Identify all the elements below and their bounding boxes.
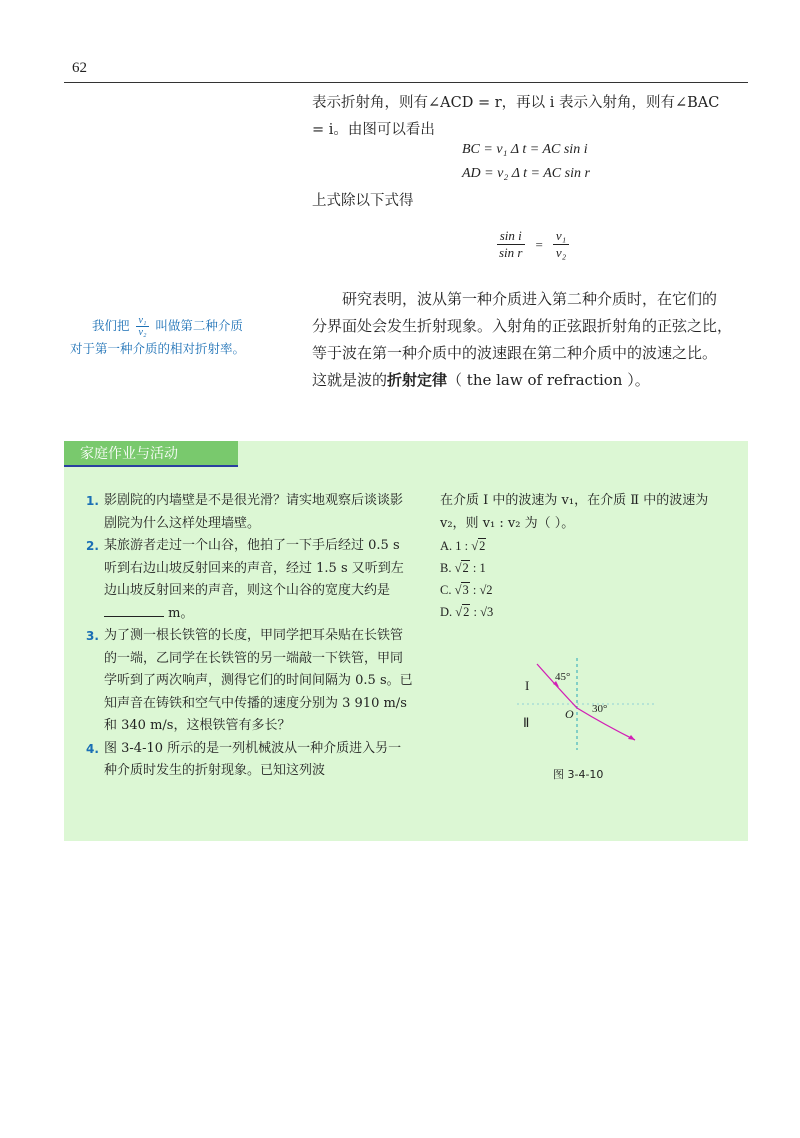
page-number: 62 xyxy=(72,60,87,76)
header-rule xyxy=(64,82,748,83)
homework-title: 家庭作业与活动 xyxy=(64,441,238,467)
label-angle-45: 45° xyxy=(555,671,571,683)
label-origin: O xyxy=(565,707,574,721)
sidenote-fraction: $\frac{\text{v₁}}{\text{v₂}}$ xyxy=(136,315,150,338)
equation-ad: AD = v₂ Δ t = AC sin r xyxy=(462,166,590,181)
figure-caption: 图 3-4-10 xyxy=(553,768,604,781)
ratio-equation: $\frac{\text{sin i}}{\text{sin r}}$ = $\frac{\text{v₁}}{\text{v₂}}$ xyxy=(496,228,569,261)
answer-blank xyxy=(104,604,164,617)
main-text-block xyxy=(312,90,752,144)
list-item: 1. 影剧院的内墙壁是不是很光滑？请实地观察后谈谈影剧院为什么这样处理墙壁。 xyxy=(86,493,404,531)
list-item: 2. 某旅游者走过一个山谷，他拍了一下手后经过 0.5 s 听到右边山坡反射回来的声音，经过 1.5 s 又听到左边山坡反射回来的声音，则这个山谷的宽度大约是 m。 xyxy=(86,538,404,621)
list-item: 4. 图 3-4-10 所示的是一列机械波从一种介质进入另一种介质时发生的折射现象。已知这列波 xyxy=(86,740,402,778)
fraction-sin: $\frac{\text{sin i}}{\text{sin r}}$ xyxy=(496,228,525,261)
label-angle-30: 30° xyxy=(592,703,608,715)
text-line: 上式除以下式得 xyxy=(312,193,414,209)
term-refraction-law: 折射定律 xyxy=(387,371,448,389)
text-line: = i。由图可以看出 xyxy=(312,122,435,138)
refraction-figure xyxy=(515,650,665,760)
equation-bc: BC = v₁ Δ t = AC sin i xyxy=(462,142,588,157)
homework-right-column: 在介质 I 中的波速为 v₁，在介质 Ⅱ 中的波速为 v₂，则 v₁ : v₂ 为（ ）。 A. 1 : √2 B. √2 : 1 C. √3 : √2 D. √2 : √3 xyxy=(440,490,740,623)
list-item: 3. 为了测一根长铁管的长度，甲同学把耳朵贴在长铁管的一端，乙同学在长铁管的另一端敲一下铁管，甲同学听到了两次响声，测得它们的时间间隔为 0.5 s。已知声音在铸铁和空气中传播的速度分别为 3 910 m/s 和 340 m/s，这根铁管有多长？ xyxy=(86,628,413,733)
law-paragraph: 研究表明，波从第一种介质进入第二种介质时，在它们的 分界面处会发生折射现象。入射角的正弦跟折射角的正弦之比， 等于波在第一种介质中的波速跟在第二种介质中的波速之比。 这就是波的折射定律（ the law of refraction ）。 xyxy=(312,290,733,389)
fraction-v: $\frac{\text{v₁}}{\text{v₂}}$ xyxy=(553,228,569,261)
choice-c: C. √3 : √2 xyxy=(440,583,493,597)
choice-b: B. √2 : 1 xyxy=(440,561,486,575)
label-medium-1: I xyxy=(525,678,530,693)
choice-a: A. 1 : √2 xyxy=(440,539,486,553)
side-note: 我们把 $\frac{\text{v₁}}{\text{v₂}}$ 叫做第二种介质 对于第一种介质的相对折射率。 xyxy=(70,315,246,356)
label-medium-2: Ⅱ xyxy=(523,715,530,730)
choice-d: D. √2 : √3 xyxy=(440,605,494,619)
homework-left-column xyxy=(86,490,414,783)
text-line: 表示折射角，则有∠ACD = r，再以 i 表示入射角，则有∠BAC xyxy=(312,95,720,111)
